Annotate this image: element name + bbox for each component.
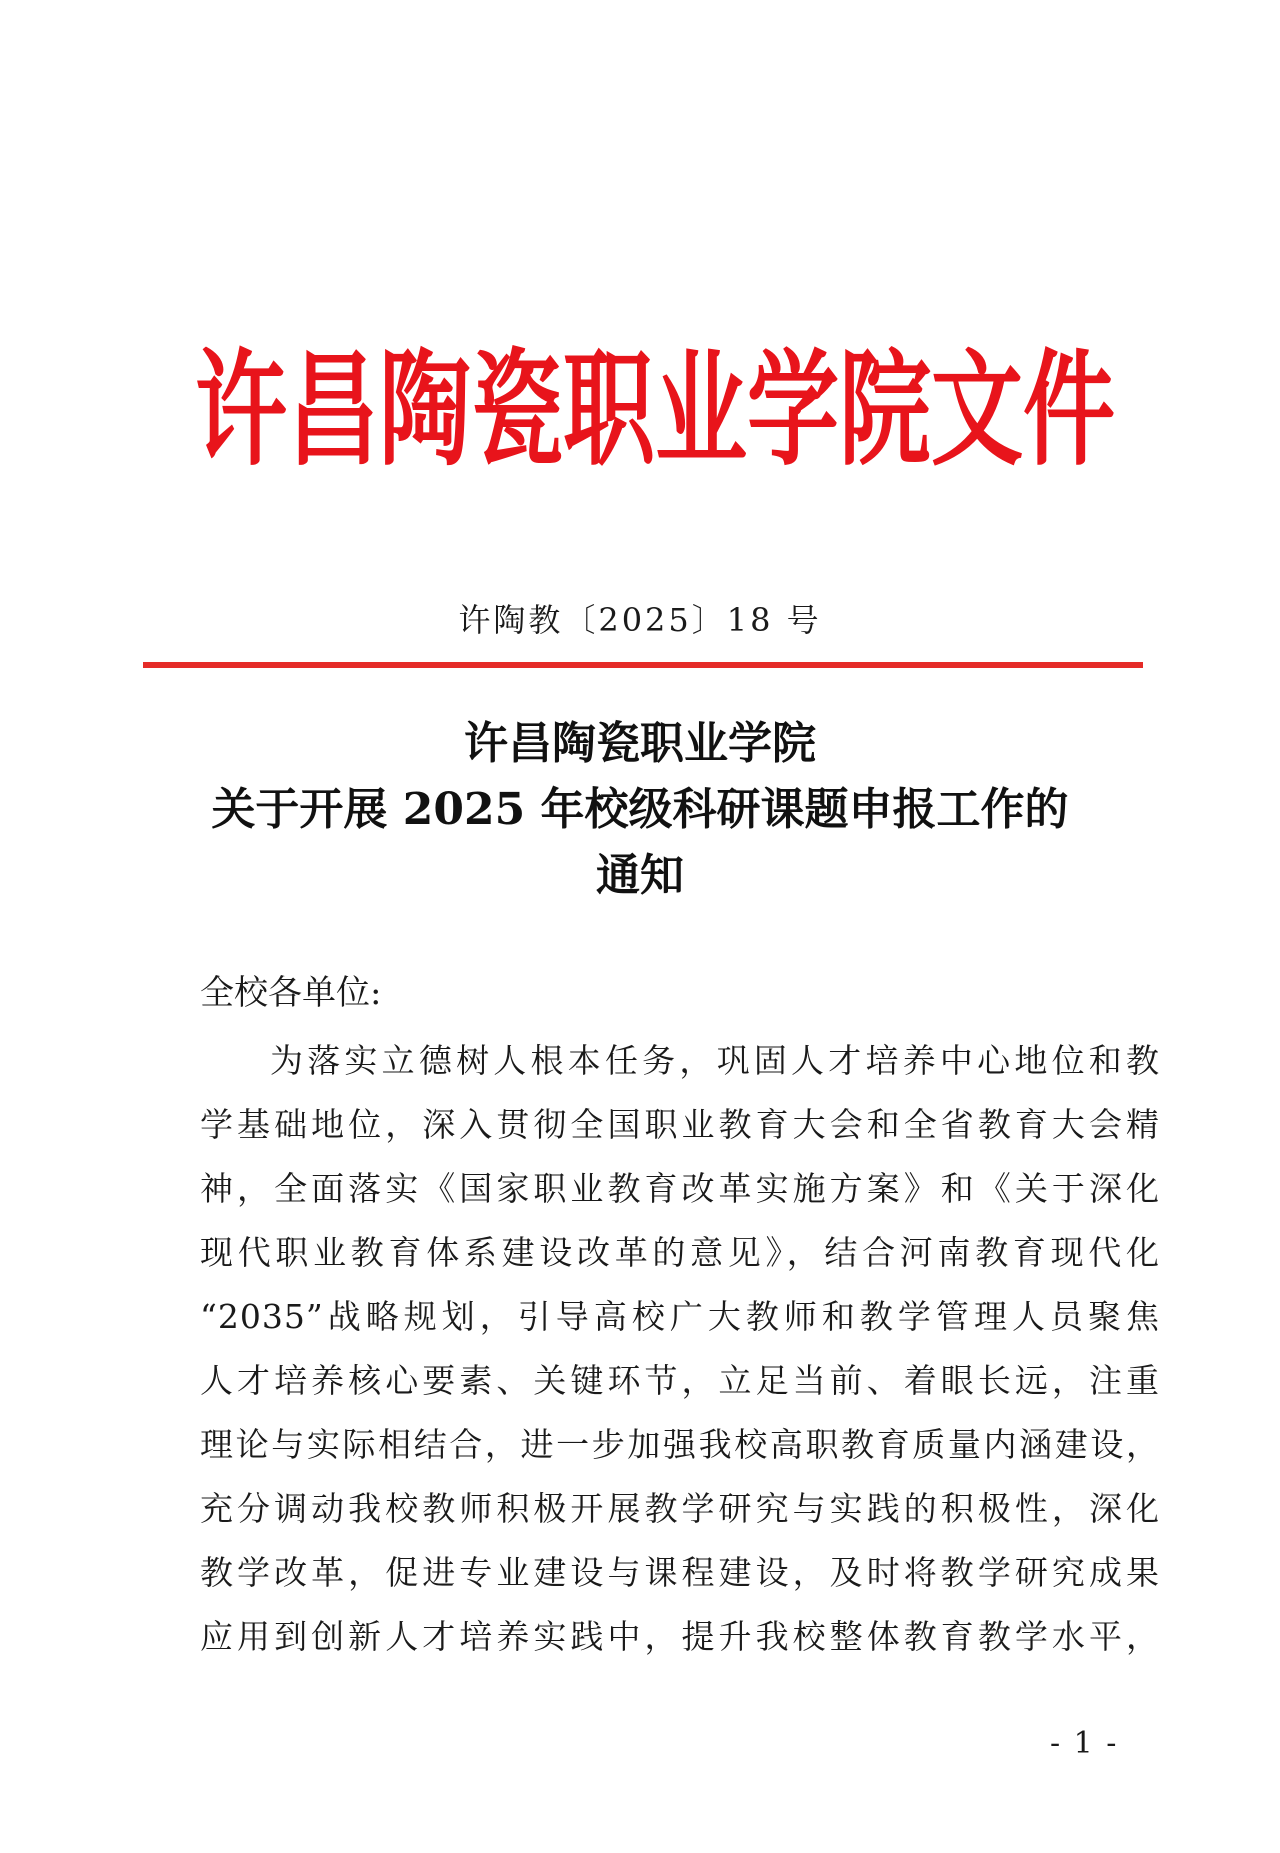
- salutation: 全校各单位:: [200, 973, 382, 1013]
- body-line-8: 充分调动我校教师积极开展教学研究与实践的积极性，深化: [200, 1489, 1160, 1528]
- body-line-3: 神，全面落实《国家职业教育改革实施方案》和《关于深化: [200, 1169, 1160, 1208]
- notice-title-line-1: 许昌陶瓷职业学院: [464, 718, 816, 769]
- body-line-1: 为落实立德树人根本任务，巩固人才培养中心地位和教: [270, 1041, 1160, 1080]
- body-line-7: 理论与实际相结合，进一步加强我校高职教育质量内涵建设，: [200, 1425, 1160, 1464]
- document-masthead: 许昌陶瓷职业学院文件: [194, 337, 1115, 483]
- body-line-6: 人才培养核心要素、关键环节，立足当前、着眼长远，注重: [200, 1361, 1160, 1400]
- body-line-10: 应用到创新人才培养实践中，提升我校整体教育教学水平，: [200, 1617, 1160, 1656]
- body-line-2: 学基础地位，深入贯彻全国职业教育大会和全省教育大会精: [200, 1105, 1160, 1144]
- page-number: - 1 -: [1050, 1726, 1119, 1761]
- body-line-4: 现代职业教育体系建设改革的意见》，结合河南教育现代化: [200, 1233, 1160, 1272]
- document-number: 许陶教〔2025〕18 号: [458, 601, 822, 639]
- red-separator-line: [143, 662, 1143, 668]
- notice-title-line-3: 通知: [596, 850, 684, 901]
- body-line-9: 教学改革，促进专业建设与课程建设，及时将教学研究成果: [200, 1553, 1160, 1592]
- notice-title-line-2: 关于开展 2025 年校级科研课题申报工作的: [211, 784, 1069, 835]
- body-line-5: “2035”战略规划，引导高校广大教师和教学管理人员聚焦: [200, 1297, 1160, 1336]
